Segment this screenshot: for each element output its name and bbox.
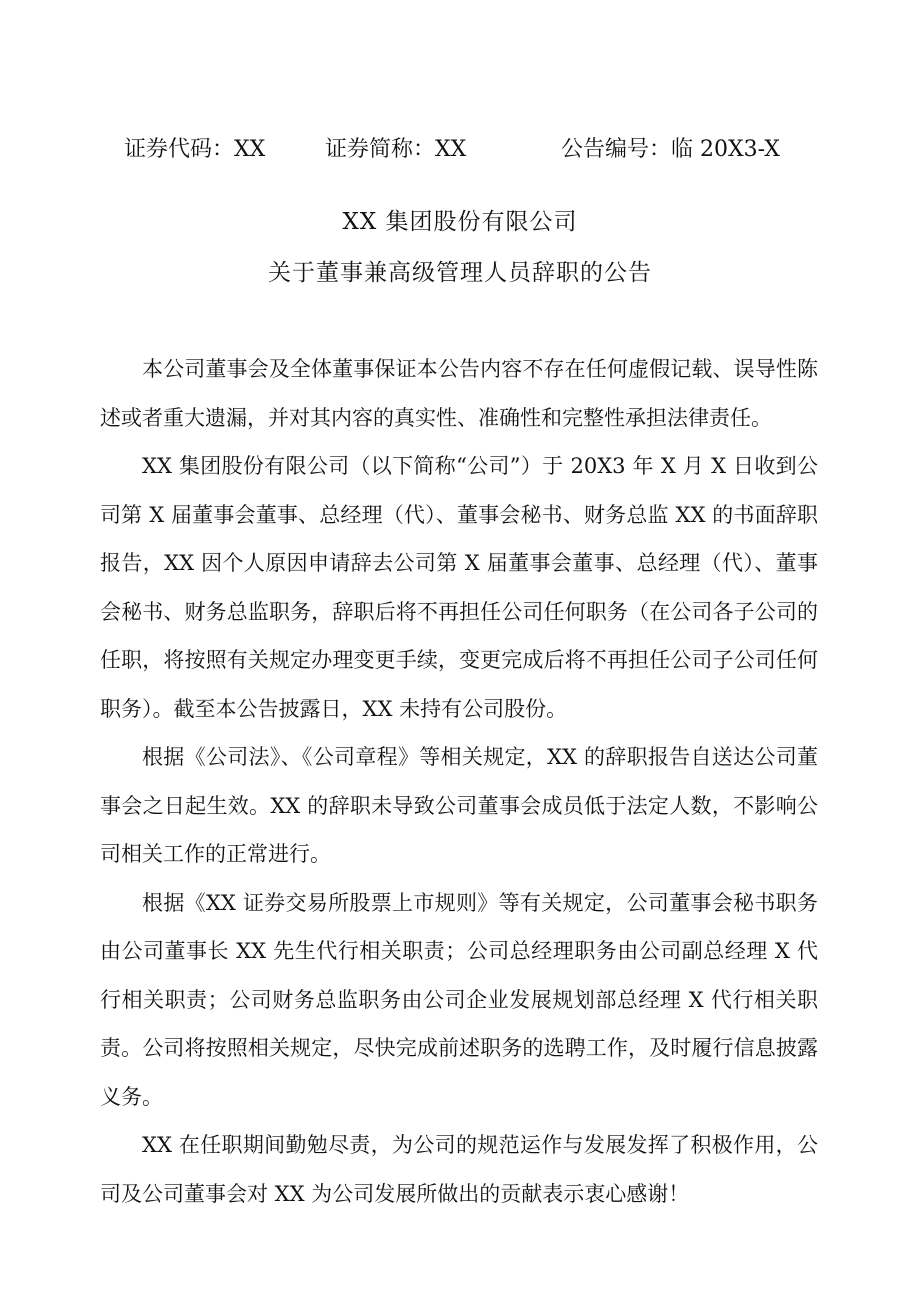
paragraph-disclaimer: 本公司董事会及全体董事保证本公告内容不存在任何虚假记载、误导性陈述或者重大遗漏，并对其内容的真实性、准确性和完整性承担法律责任。 [100,357,818,430]
paragraph-acknowledgement: XX 在任职期间勤勉尽责，为公司的规范运作与发展发挥了积极作用，公司及公司董事会对 XX 为公司发展所做出的贡献表示衷心感谢！ [100,1133,818,1206]
company-name-title: XX 集团股份有限公司 [342,209,578,235]
paragraph-legal-effect: 根据《公司法》、《公司章程》等相关规定，XX 的辞职报告自送达公司董事会之日起生效。XX 的辞职未导致公司董事会成员低于法定人数，不影响公司相关工作的正常进行。 [100,745,818,866]
announcement-header [0,132,920,166]
stock-abbreviation: 证券简称：XX [325,137,467,162]
announcement-subject-title: 关于董事兼高级管理人员辞职的公告 [268,260,652,286]
announcement-number: 公告编号：临 20X3-X [561,137,780,162]
stock-code: 证券代码：XX [124,137,266,162]
paragraph-resignation-receipt: XX 集团股份有限公司（以下简称“公司”）于 20X3 年 X 月 X 日收到公司第 X 届董事会董事、总经理（代）、董事会秘书、财务总监 XX 的书面辞职报告，XX 因个人原因申请辞去公司第 X 届董事会董事、总经理（代）、董事会秘书、财务总监职务，辞职后将不再担任公司任何职务（在公司各子公司的任职，将按照有关规定办理变更手续，变更完成后将不再担任公司子公司任何职务）。截至本公告披露日，XX 未持有公司股份。 [100,454,818,721]
announcement-body [100,345,818,1218]
paragraph-interim-duties: 根据《XX 证券交易所股票上市规则》等有关规定，公司董事会秘书职务由公司董事长 XX 先生代行相关职责；公司总经理职务由公司副总经理 X 代行相关职责；公司财务总监职务由公司企业发展规划部总经理 X 代行相关职责。公司将按照相关规定，尽快完成前述职务的选聘工作，及时履行信息披露义务。 [100,890,818,1109]
